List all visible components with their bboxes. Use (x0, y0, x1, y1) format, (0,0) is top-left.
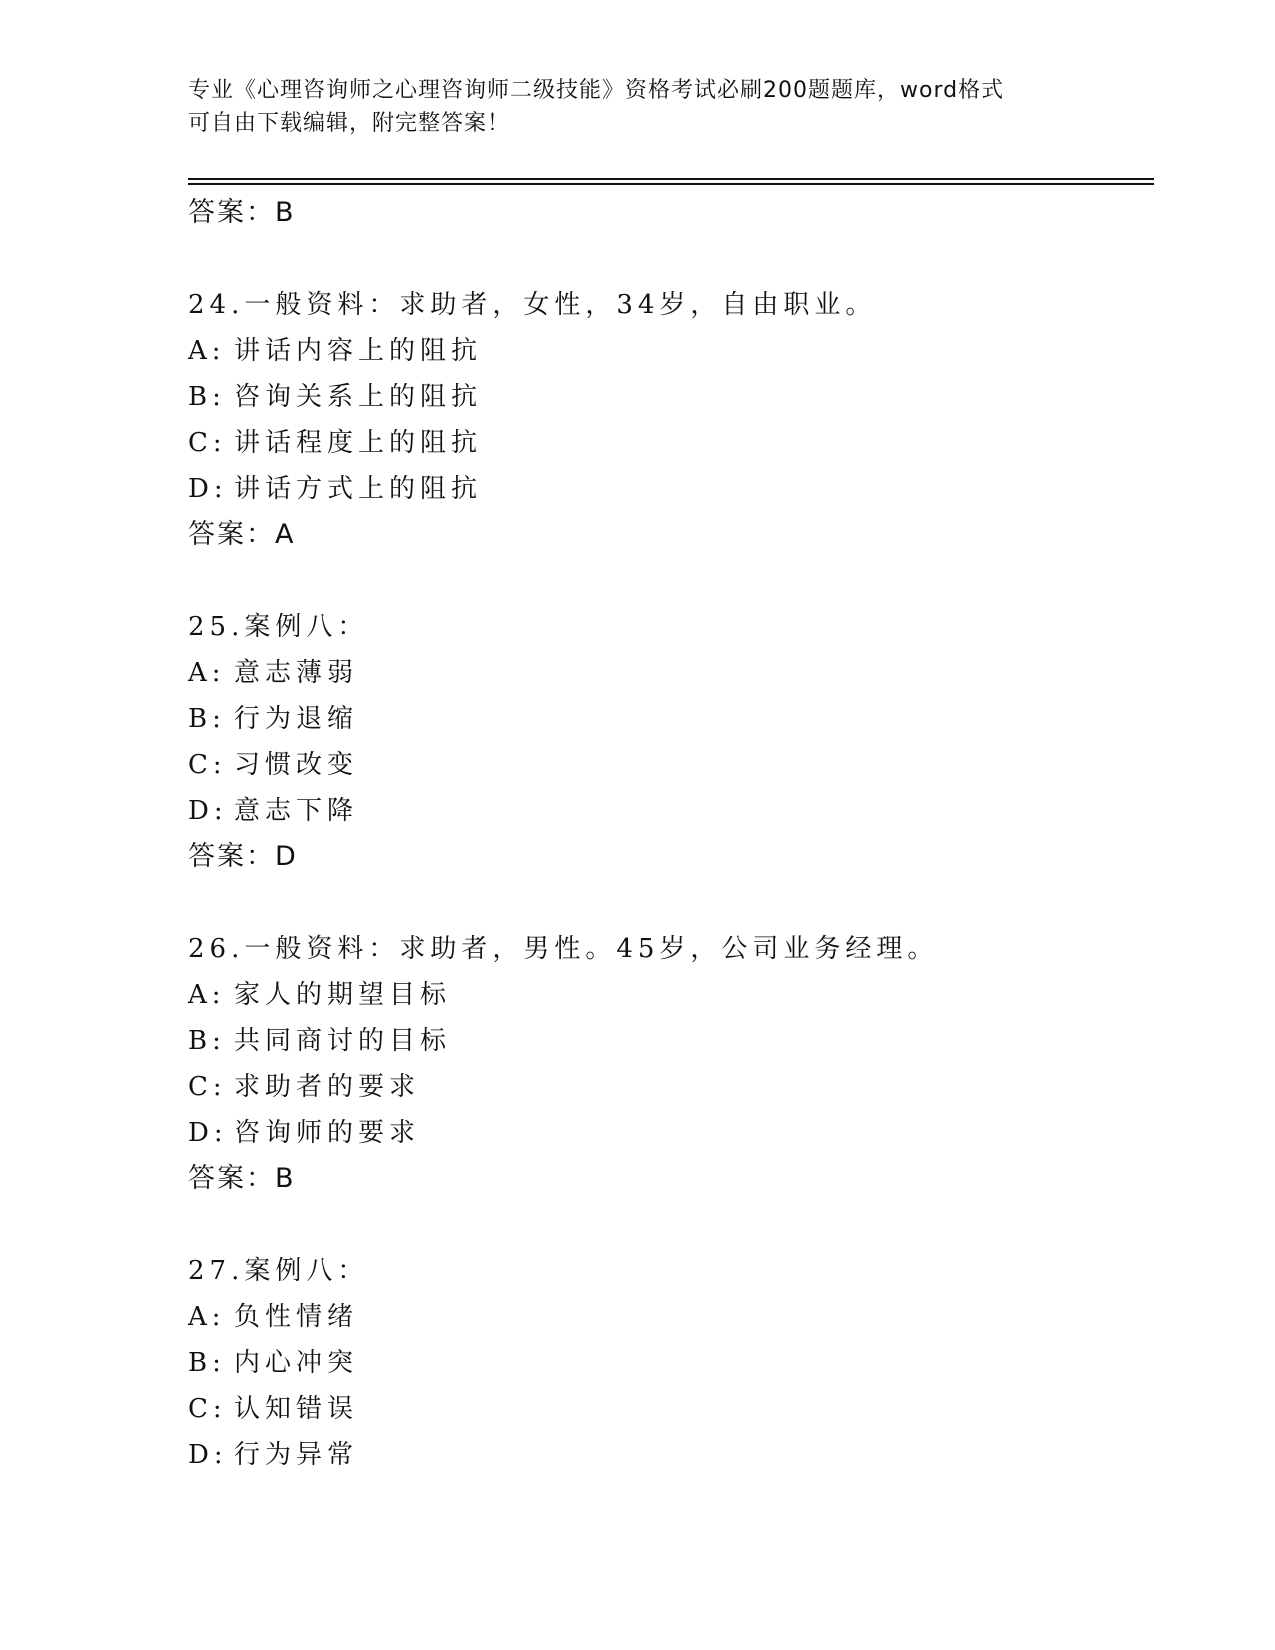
question-title: 26.一般资料：求助者，男性。45岁，公司业务经理。 (188, 934, 939, 964)
question-27 (188, 1248, 1154, 1478)
option-letter: C: (188, 428, 227, 458)
answer-line: 答案：B (188, 197, 296, 228)
option-d (188, 788, 1154, 834)
spacer (188, 558, 1154, 604)
question-25 (188, 604, 1154, 880)
option-c (188, 1064, 1154, 1110)
question-24 (188, 282, 1154, 558)
question-title: 25.案例八： (188, 612, 369, 642)
option-text: 意志下降 (234, 796, 359, 826)
option-text: 负性情绪 (234, 1302, 359, 1332)
option-letter: A: (188, 336, 226, 366)
spacer (188, 1202, 1154, 1248)
answer-line: 答案：A (188, 519, 296, 550)
option-text: 意志薄弱 (234, 658, 359, 688)
option-text: 习惯改变 (234, 750, 359, 780)
option-a (188, 972, 1154, 1018)
option-d (188, 466, 1154, 512)
spacer (188, 236, 1154, 282)
question-title: 24.一般资料：求助者，女性，34岁，自由职业。 (188, 290, 877, 320)
answer-line: 答案：B (188, 1163, 296, 1194)
question-26 (188, 926, 1154, 1202)
header-divider-bottom (188, 183, 1154, 185)
answer-line: 答案：D (188, 841, 298, 872)
spacer (188, 880, 1154, 926)
option-c (188, 1386, 1154, 1432)
document-body (188, 190, 1154, 1478)
option-text: 家人的期望目标 (234, 980, 452, 1010)
option-d (188, 1432, 1154, 1478)
option-text: 内心冲突 (234, 1348, 359, 1378)
option-letter: C: (188, 1072, 227, 1102)
header-line-1: 专业《心理咨询师之心理咨询师二级技能》资格考试必刷200题题库，word格式 (188, 78, 1005, 103)
option-letter: B: (188, 1026, 226, 1056)
option-a (188, 328, 1154, 374)
option-text: 讲话程度上的阻抗 (234, 428, 483, 458)
option-text: 求助者的要求 (234, 1072, 421, 1102)
option-text: 咨询关系上的阻抗 (234, 382, 483, 412)
option-letter: B: (188, 1348, 226, 1378)
option-b (188, 1340, 1154, 1386)
option-text: 行为异常 (234, 1440, 359, 1470)
option-text: 行为退缩 (234, 704, 359, 734)
header-divider-top (188, 178, 1154, 180)
header-line-2: 可自由下载编辑，附完整答案！ (188, 111, 511, 136)
option-letter: A: (188, 1302, 226, 1332)
option-letter: D: (188, 796, 228, 826)
option-letter: C: (188, 1394, 227, 1424)
option-letter: D: (188, 1440, 228, 1470)
option-text: 咨询师的要求 (234, 1118, 421, 1148)
option-c (188, 742, 1154, 788)
option-c (188, 420, 1154, 466)
option-text: 共同商讨的目标 (234, 1026, 452, 1056)
option-letter: A: (188, 658, 226, 688)
option-letter: D: (188, 1118, 228, 1148)
option-letter: D: (188, 474, 228, 504)
option-text: 讲话方式上的阻抗 (234, 474, 483, 504)
option-b (188, 696, 1154, 742)
option-b (188, 374, 1154, 420)
question-title: 27.案例八： (188, 1256, 369, 1286)
option-letter: B: (188, 704, 226, 734)
option-text: 讲话内容上的阻抗 (234, 336, 483, 366)
option-letter: A: (188, 980, 226, 1010)
option-a (188, 650, 1154, 696)
option-letter: C: (188, 750, 227, 780)
option-d (188, 1110, 1154, 1156)
document-header (188, 74, 1088, 140)
option-text: 认知错误 (234, 1394, 359, 1424)
option-a (188, 1294, 1154, 1340)
option-b (188, 1018, 1154, 1064)
option-letter: B: (188, 382, 226, 412)
